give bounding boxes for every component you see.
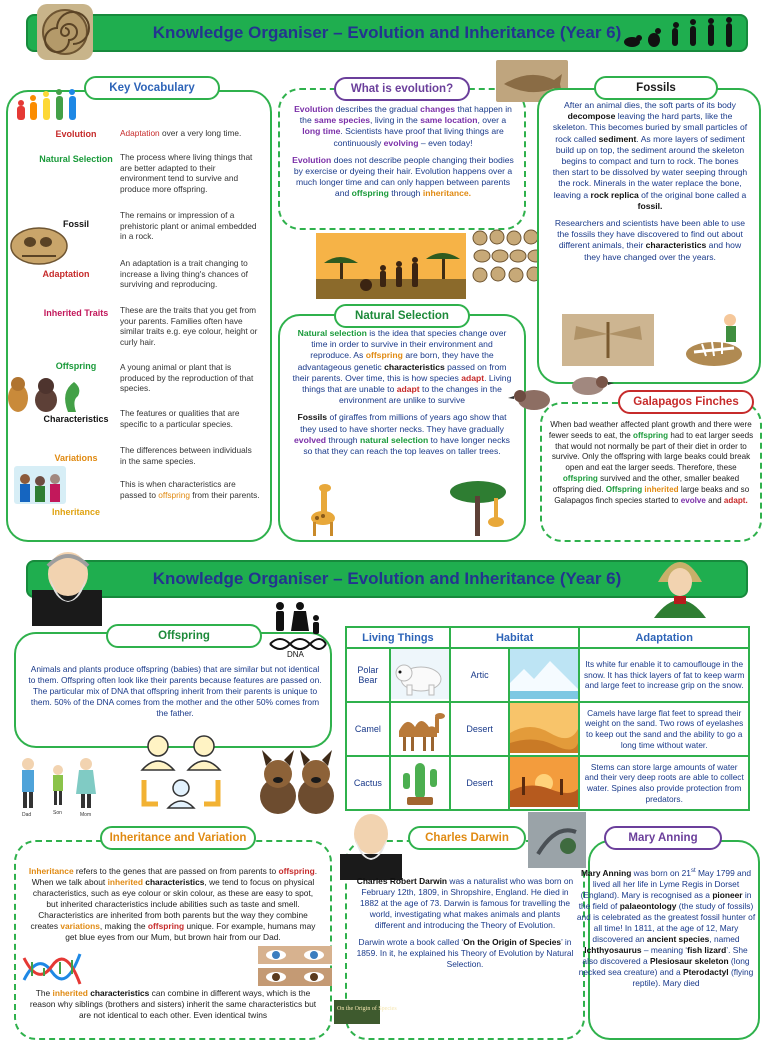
vocab-def-characteristics: The features or qualities that are specific to a particular species. <box>120 408 240 429</box>
text-run: . When we talk about <box>31 866 318 887</box>
text-run: Natural selection <box>297 328 367 338</box>
habitat-adaptation-table <box>345 626 750 811</box>
text-run: Evolution <box>294 104 334 114</box>
anning-paragraph-1 <box>576 866 756 989</box>
living-thing-name: Camel <box>346 702 390 756</box>
vocab-term-variations: Variations <box>54 453 98 463</box>
human-evolution-icon <box>622 16 746 52</box>
evolution-paragraph-2 <box>292 155 514 200</box>
text-run: and <box>705 495 724 505</box>
eyes-variation-icon <box>258 946 332 986</box>
finches-paragraph-1 <box>548 420 754 506</box>
parents-child-cycle-icon <box>134 730 228 822</box>
evolution-figures-icon <box>14 88 80 124</box>
bottom-banner-title: Knowledge Organiser – Evolution and Inheritance (Year 6) <box>152 569 622 588</box>
text-run: inherited <box>52 988 88 998</box>
text-run: evolve <box>680 495 706 505</box>
table-header-habitat: Habitat <box>450 627 580 648</box>
family-label-son: Son <box>53 810 62 816</box>
text-run: to the changes in the environment are unlike to survive <box>338 384 502 406</box>
family-label-dad: Dad <box>22 812 32 818</box>
book-title-label: On the Origin of Species <box>337 1006 397 1012</box>
vocab-def-inherited-traits: These are the traits that you get from your parents. Families often have similar traits e.g. eye colour, height or curly hair. <box>120 305 258 347</box>
vocab-term-evolution: Evolution <box>55 129 97 139</box>
text-run: of the original bone called a <box>638 189 747 200</box>
text-run: same species <box>314 115 371 126</box>
text-run: Offspring <box>605 484 643 494</box>
family-dna-icon <box>266 600 326 658</box>
text-run: Researchers and scientists have been able to use the fossils they have discovered to find out about different animals, their <box>554 218 746 251</box>
text-run: refers to the genes that are passed on from parents to <box>73 866 279 876</box>
text-run: to have longer necks so that they can reach the top leaves on taller trees. <box>303 434 510 457</box>
natural-selection-text <box>290 328 514 463</box>
text-run: , we tend to focus on physical characteristics, such as eye colour or skin colour, as these are easy to spot, but inherited characteristics include abilities such as taste and smell. Characteristics are inherited from both parents but the way they combine creates <box>30 877 315 931</box>
origin-of-species-book-icon <box>334 1000 397 1024</box>
living-thing-name: Cactus <box>346 756 390 810</box>
offspring-title: Offspring <box>106 624 262 648</box>
fossils-title: Fossils <box>594 76 718 100</box>
top-banner-title: Knowledge Organiser – Evolution and Inheritance (Year 6) <box>152 23 622 42</box>
charles-darwin-title: Charles Darwin <box>408 826 526 850</box>
galapagos-finches-text <box>548 420 754 512</box>
what-is-evolution-text <box>292 104 514 206</box>
dna-helix-icon <box>22 950 82 988</box>
polar-bear-image <box>390 648 450 702</box>
table-header-row <box>346 627 749 648</box>
text-run: does not describe people changing their bodies by exercise or dyeing their hair. Evolution happens over a much longer time and can only happen between parents and <box>293 154 514 199</box>
living-thing-name: Polar Bear <box>346 648 390 702</box>
table-header-adaptation: Adaptation <box>579 627 749 648</box>
text-run: fish lizard <box>687 944 727 955</box>
text-run: sediment <box>598 133 637 144</box>
text-run: Evolution <box>292 154 332 165</box>
text-run: characteristics <box>645 240 707 251</box>
text-run: adapt <box>396 384 420 395</box>
text-run: . Living things that are unable to <box>302 372 512 395</box>
habitat-name: Desert <box>450 756 510 810</box>
text-run: Inheritance <box>28 866 74 876</box>
family-photo-icon <box>14 466 66 504</box>
key-vocabulary-title: Key Vocabulary <box>84 76 220 100</box>
text-run: unique. For example, humans may get blue eyes from our Mum, but brown hair from our Dad. <box>65 921 316 942</box>
text-run: characteristics <box>90 988 150 998</box>
fossil-skull-icon <box>8 222 70 268</box>
text-run: ’ in 1859. In it, he explained his Theory of Evolution by Natural Selection. <box>356 937 574 969</box>
text-run: – even today! <box>418 137 473 148</box>
text-run: Darwin wrote a book called ‘ <box>358 937 464 947</box>
text-run: Pterodactyl <box>683 966 729 977</box>
text-run: are born, they have the advantageous genetic <box>297 350 494 372</box>
text-run: of giraffes from millions of years ago show that they used to have shorter necks. They have gradually <box>300 412 507 434</box>
dna-label: DNA <box>287 650 304 659</box>
text-run: had to eat larger seeds that would not normally be part of their diet in order to survive. Only the offspring with large beaks could break open and eat the larger seeds. Therefore, these <box>551 430 754 473</box>
desert-sunset-image <box>509 756 579 810</box>
camel-image <box>390 702 450 756</box>
text-run: leaving the hard parts, like the skeleton. This becomes buried by small particles of rock called <box>552 111 748 144</box>
text-run: survived and the other, smaller beaked offspring died. <box>552 473 740 494</box>
text-run: (long necked sea creature) and a <box>578 955 750 977</box>
text-run: describes the gradual <box>333 104 421 114</box>
text-run: , named <box>709 933 740 944</box>
evolution-paragraph-1 <box>292 104 514 149</box>
charles-darwin-portrait <box>32 548 102 626</box>
text-run: characteristics <box>145 877 205 887</box>
text-run: When bad weather affected plant growth and there were fewer seeds to eat, the <box>548 420 752 440</box>
text-run: adapt <box>461 372 485 383</box>
habitat-name: Artic <box>450 648 510 702</box>
text-run: , living in the <box>370 115 421 126</box>
text-run: , over a <box>477 115 507 126</box>
charles-darwin-text <box>356 876 574 976</box>
mary-anning-title: Mary Anning <box>604 826 722 850</box>
text-run: The <box>35 988 53 998</box>
text-run: Mary Anning <box>580 867 632 878</box>
text-run: through <box>326 434 360 445</box>
text-run: offspring <box>147 921 185 931</box>
arctic-habitat-image <box>509 648 579 702</box>
text-run: , making the <box>99 921 148 931</box>
text-run: offspring <box>278 866 315 876</box>
text-run: and how they have changed over the years. <box>584 240 742 262</box>
text-run: offspring <box>351 188 389 199</box>
galapagos-finches-title: Galapagos Finches <box>618 390 754 414</box>
text-run: characteristics <box>384 361 445 372</box>
text-run: same location <box>420 115 478 126</box>
text-run: (the study of fossils) and is celebrated as the greatest fossil hunter of all time! In 1811, at the age of 12, Mary discovered an <box>576 900 756 944</box>
text-run: evolved <box>294 434 327 445</box>
fossils-paragraph-1 <box>552 100 748 212</box>
fossils-paragraph-2 <box>552 218 748 263</box>
what-is-evolution-title: What is evolution? <box>334 77 470 101</box>
text-run: st <box>690 868 696 874</box>
text-run: evolving <box>383 137 419 148</box>
text-run: inherited <box>107 877 143 887</box>
vocab-term-offspring: Offspring <box>55 361 97 371</box>
natural-selection-paragraph-2 <box>290 412 514 457</box>
ammonite-fossil-icon <box>36 3 94 61</box>
text-run: changes <box>420 104 456 114</box>
text-run: was born on 21 <box>631 867 691 878</box>
text-run: inheritance. <box>422 188 472 199</box>
human-evolution-savanna-image <box>316 233 466 299</box>
finch-birds-icon <box>510 368 614 416</box>
inheritance-paragraph-2-wrap <box>26 988 320 1027</box>
vocab-def-offspring: A young animal or plant that is produced by the reproduction of that species. <box>120 362 254 393</box>
text-run: (flying reptile). Mary died <box>632 966 754 988</box>
darwin-paragraph-1 <box>356 876 574 931</box>
natural-selection-paragraph-1 <box>290 328 514 406</box>
offspring-text: Animals and plants produce offspring (babies) that are similar but not identical to them. Offspring often look like their parents because features are passed on. The particular mix of DNA that offspring inherit from their parents is unique to them. 50% of the DNA comes from the mother and the other 50% comes from the father. <box>28 664 322 718</box>
text-run: offspring <box>562 473 598 483</box>
fossil-specimen-image <box>528 812 586 868</box>
text-run: variations <box>60 921 100 931</box>
text-run: ’. She also discovered a <box>582 944 748 966</box>
text-run: fossil. <box>637 200 663 211</box>
inheritance-variation-text <box>26 866 320 943</box>
vocab-def-variations: The differences between individuals in the same species. <box>120 445 252 466</box>
text-run: was a naturalist who was born on February 12th, 1809, in Shropshire, England. He died in 1882 at the age of 73. Darwin is famous for travelling the world, investigating what makes animals and plants different and introducing the Theory of Evolution. <box>360 876 574 930</box>
text-run: . As more layers of sediment build up on top, the sediment around the skeleton begins to compact and turn to rock. The bones then start to be dissolved by water seeping through the rock. Minerals in the water replace the bone, leaving a <box>552 133 748 200</box>
vocab-def-adaptation: An adaptation is a trait changing to increase a living thing's chances of surviving and reproducing. <box>120 258 248 289</box>
inheritance-paragraph-1 <box>26 866 320 943</box>
text-run: rock replica <box>590 189 639 200</box>
vocab-term-inheritance: Inheritance <box>51 507 100 517</box>
giraffe-tree-icon <box>448 478 512 538</box>
adaptation-text: Camels have large flat feet to spread their weight on the sand. Two rows of eyelashes to keep out the sand and the ability to go a long time without water. <box>579 702 749 756</box>
vocab-def-evolution: Adaptation over a very long time. <box>120 128 242 138</box>
puppies-image <box>254 746 340 818</box>
bottom-banner <box>26 560 748 598</box>
text-run: ancient species <box>646 933 710 944</box>
fossil-insect-image <box>562 314 654 366</box>
fossil-dig-icon <box>684 308 746 368</box>
vocab-def-fossil: The remains or impression of a prehistoric plant or animal embedded in a rock. <box>120 210 257 241</box>
vocab-term-inherited-traits: Inherited Traits <box>43 308 109 318</box>
table-row <box>346 756 749 810</box>
text-run: Fossils <box>297 412 328 423</box>
text-run: . Scientists have proof that living things are continuously <box>333 126 504 148</box>
inheritance-variation-title: Inheritance and Variation <box>100 826 256 850</box>
vocab-term-characteristics: Characteristics <box>43 414 109 424</box>
text-run: pioneer <box>712 889 743 900</box>
adaptation-text: Stems can store large amounts of water and their very deep roots are able to collect water. Spines also provide protection from predators. <box>579 756 749 810</box>
family-label-mom: Mom <box>80 812 92 818</box>
desert-habitat-image <box>509 702 579 756</box>
text-run: May 1799 and lived all her life in Lyme Regis in Dorset (England). Mary is recognised as a <box>580 867 752 900</box>
vocab-term-adaptation: Adaptation <box>42 269 90 279</box>
adaptation-text: Its white fur enable it to camouflouge in the snow. It has thick layers of fat to keep warm and large feet to increase grip on the snow. <box>579 648 749 702</box>
giraffe-icon <box>305 482 341 538</box>
darwin-portrait-small <box>340 808 402 880</box>
text-run: decompose <box>567 111 616 122</box>
mary-anning-portrait <box>648 552 712 624</box>
family-resemblance-icon <box>16 756 100 818</box>
text-run: On the Origin of Species <box>463 937 562 947</box>
table-header-living-things: Living Things <box>346 627 450 648</box>
text-run: adapt. <box>723 495 748 505</box>
cactus-image <box>390 756 450 810</box>
text-run: inherited <box>644 484 679 494</box>
text-run: is the idea that species change over time in order to survive in their environment and reproduce. As <box>310 328 507 361</box>
vocab-term-fossil: Fossil <box>62 219 89 229</box>
text-run: passed on from their parents. Over time, this is how species <box>292 361 507 383</box>
text-run: in the field of <box>578 889 752 911</box>
text-run: After an animal dies, the soft parts of its body <box>564 100 736 110</box>
text-run: that happen in the <box>299 104 512 126</box>
vocab-term-natural-selection: Natural Selection <box>39 154 113 164</box>
habitat-name: Desert <box>450 702 510 756</box>
text-run: large beaks and so Galapagos finch species started to <box>554 484 750 505</box>
vocab-def-natural-selection: The process where living things that are better adapted to their environment tend to survive and produce more offspring. <box>120 152 253 194</box>
mary-anning-text <box>576 866 756 995</box>
fossils-text <box>552 100 748 269</box>
text-run: – meaning ‘ <box>641 944 688 955</box>
animals-offspring-icon <box>4 372 84 416</box>
text-run: palaeontology <box>619 900 677 911</box>
table-row <box>346 648 749 702</box>
table-row <box>346 702 749 756</box>
text-run: natural selection <box>359 434 429 445</box>
natural-selection-title: Natural Selection <box>334 304 470 328</box>
text-run: can combine in different ways, which is the reason why siblings (brothers and sisters) inherit the same characteristics but are not identical to each other. Even identical twins <box>29 988 317 1020</box>
text-run: long time <box>302 126 341 137</box>
vocab-def-inheritance: This is when characteristics are passed to offspring from their parents. <box>120 479 260 500</box>
darwin-paragraph-2 <box>356 937 574 970</box>
text-run: Ichthyosaurus <box>584 944 642 955</box>
text-run: Plesiosaur skeleton <box>649 955 729 966</box>
text-run: offspring <box>633 430 669 440</box>
text-run: through <box>388 188 423 199</box>
text-run: offspring <box>365 350 403 361</box>
text-run: Charles Robert Darwin <box>356 876 448 886</box>
inheritance-paragraph-2 <box>26 988 320 1021</box>
